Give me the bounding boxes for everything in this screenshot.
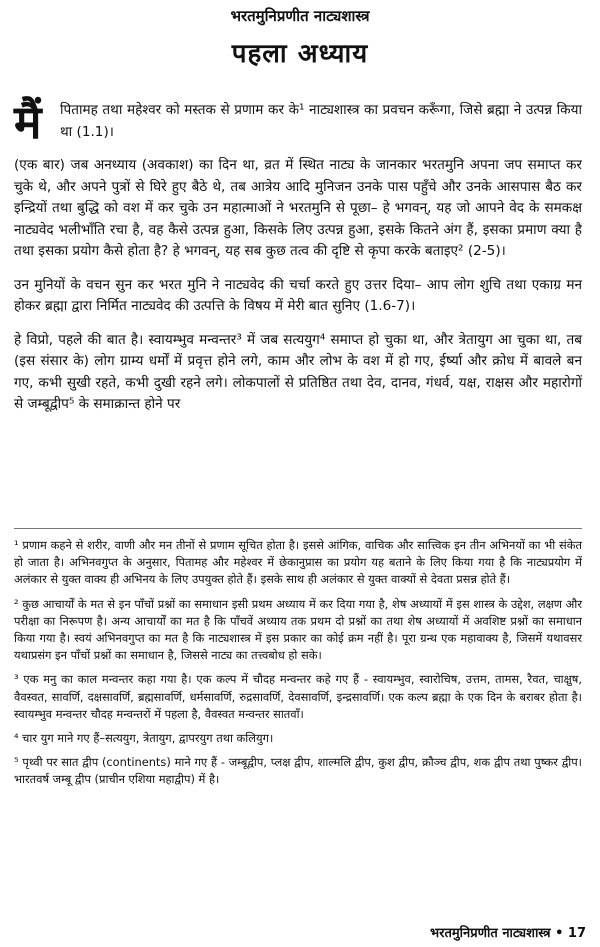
footnote-4: ⁴ चार युग माने गए हैं–सत्ययुग, त्रेतायुग, द्वापरयुग तथा कलियुग। — [14, 731, 274, 746]
footnotes — [14, 537, 582, 796]
chapter-title: पहला अध्याय — [231, 39, 369, 69]
running-title: भरतमुनिप्रणीत नाट्यशास्त्र — [230, 7, 370, 25]
page-footer: भरतमुनिप्रणीत नाट्यशास्त्र • 17 — [430, 926, 586, 941]
main-text — [14, 95, 582, 428]
footnote-5: ⁵ पृथ्वी पर सात द्वीप (continents) माने गए हैं - जम्बूद्वीप, प्लक्ष द्वीप, शाल्मलि द्वीप, कुश द्वीप, क्रौञ्च द्वीप, शक द्वीप तथा पुष्कर द्वीप। भारतवर्ष जम्बू द्वीप (प्राचीन एशिया महाद्वीप) में है। — [14, 755, 582, 787]
footnote-1: ¹ प्रणाम कहने से शरीर, वाणी और मन तीनों से प्रणाम सूचित होता है। इससे आंगिक, वाचिक और सात्त्विक इन तीन अभिनयों का भी संकेत हो जाता है। अभिनवगुप्त के अनुसार, पितामह और महेश्वर में छेकानुप्रास का प्रयोग यह बताने के लिए किया गया है कि नाट्यप्रयोग में अलंकार से युक्त वाक्य ही अभिनय के लिए उपयुक्त होते हैं। इसके साथ ही अलंकार से युक्त वाक्यों से देवता प्रसन्न होते हैं। — [14, 538, 582, 587]
paragraph-4: हे विप्रो, पहले की बात है। स्वायम्भुव मन्वन्तर³ में जब सत्ययुग⁴ समाप्त हो चुका था, और त्रेतायुग आ चुका था, तब (इस संसार के) लोग ग्राम्य धर्मों में प्रवृत्त होने लगे, काम और लोभ के वश में हो गए, ईर्ष्या और क्रोध में बावले बन गए, कभी सुखी रहते, कभी दुखी रहने लगे। लोकपालों से प्रतिष्ठित तथा देव, दानव, गंधर्व, यक्ष, राक्षस और महारोगों से जम्बूद्वीप⁵ के समाक्रान्त होने पर — [14, 331, 582, 412]
footnote-3: ³ एक मनु का काल मन्वन्तर कहा गया है। एक कल्प में चौदह मन्वन्तर कहे गए हैं - स्वायम्भुव, स्वारोचिष, उत्तम, तामस, रैवत, चाक्षुष, वैवस्वत, सावर्णि, दक्षसावर्णि, ब्रह्मसावर्णि, धर्मसावर्णि, रुद्रसावर्णि, देवसावर्णि, इन्द्रसावर्णि। एक कल्प ब्रह्मा के एक दिन के बराबर होता है। स्वायम्भुव मन्वन्तर चौदह मन्वन्तरों में पहला है, वैवस्वत मन्वन्तर सातवाँ। — [14, 672, 582, 721]
paragraph-1-text: पितामह तथा महेश्वर को मस्तक से प्रणाम कर के¹ नाट्यशास्त्र का प्रवचन करूँगा, जिसे ब्रह्मा ने उत्पन्न किया था (1.1)। — [60, 102, 582, 140]
paragraph-1 — [14, 95, 582, 149]
paragraph-2: (एक बार) जब अनध्याय (अवकाश) का दिन था, व्रत में स्थित नाट्य के जानकार भरतमुनि अपना जप समाप्त कर चुके थे, और अपने पुत्रों से घिरे हुए बैठे थे, तब आत्रेय आदि मुनिजन उनके पास पहुँचे और उनके आसपास बैठ कर इन्द्रियों तथा बुद्धि को वश में कर चुके उन महात्माओं ने भरतमुनि से पूछा– हे भगवन्, यह जो आपने वेद के समकक्ष नाट्यवेद भलीभाँति रचा है, वह कैसे उत्पन्न हुआ, किसके लिए उत्पन्न हुआ, इसके कितने अंग हैं, इसका प्रमाण क्या है तथा इसका प्रयोग कैसे होता है? हे भगवन्, यह सब कुछ तत्व की दृष्टि से कृपा करके बताइए² (2-5)। — [14, 157, 582, 259]
footnote-divider — [14, 528, 582, 529]
footnote-2: ² कुछ आचार्यों के मत से इन पाँचों प्रश्नों का समाधान इसी प्रथम अध्याय में कर दिया गया है, शेष अध्यायों में इस शास्त्र के उद्देश, लक्षण और परीक्षा का निरूपण है। अन्य आचार्यों का मत है कि पाँचवें अध्याय तक प्रथम दो प्रश्नों का तथा शेष अध्यायों में अवशिष्ट प्रश्नों का समाधान किया गया है। स्वयं अभिनवगुप्त का मत है कि नाट्यशास्त्र में इस प्रकार का कोई क्रम नहीं है। पूरा ग्रन्थ एक महावाक्य है, जिसमें यथावसर यथाप्रसंग इन पाँचों प्रश्नों का समाधान है, जिससे नाट्य का तत्त्वबोध हो सके। — [14, 596, 582, 663]
drop-cap: मैं — [14, 95, 42, 149]
paragraph-3: उन मुनियों के वचन सुन कर भरत मुनि ने नाट्यवेद की चर्चा करते हुए उत्तर दिया– आप लोग शुचि तथा एकाग्र मन होकर ब्रह्मा द्वारा निर्मित नाट्यवेद की उत्पत्ति के विषय में मेरी बात सुनिए (1.6-7)। — [14, 276, 582, 314]
